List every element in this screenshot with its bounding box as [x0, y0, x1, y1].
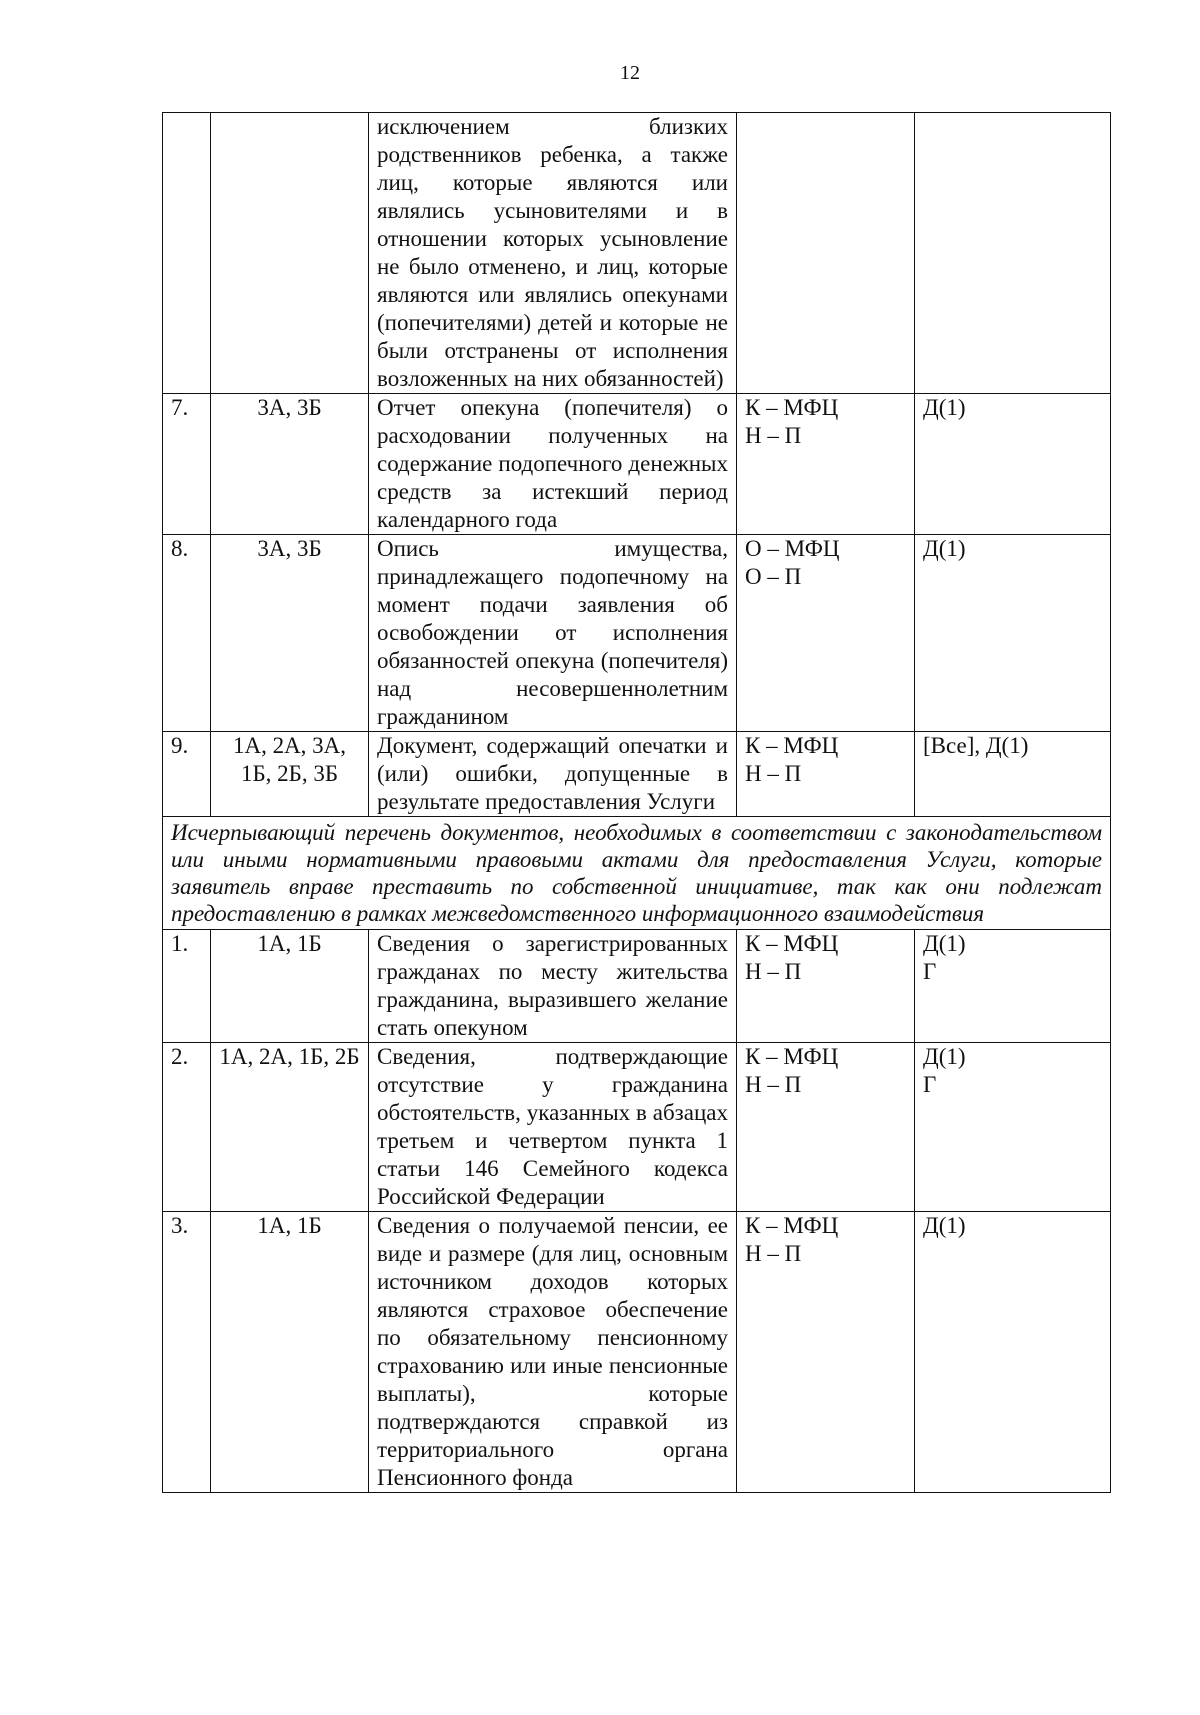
- document-description: Сведения о зарегистрированных гражданах по месту жительства гражданина, выразившего желание стать опекуном: [369, 930, 737, 1043]
- decision-line: Г: [923, 1072, 937, 1097]
- applicant-categories: 1А, 1Б: [211, 930, 369, 1043]
- row-number: 2.: [163, 1043, 211, 1212]
- decision-line: Д(1): [923, 536, 966, 561]
- table-row: [163, 1212, 1111, 1493]
- submission-method: [737, 535, 915, 732]
- document-description: Сведения о получаемой пенсии, ее виде и размере (для лиц, основным источником доходов которых являются страховое обеспечение по обязательному пенсионному страхованию или иные пенсионные выплаты), которые подтверждаются справкой из территориального органа Пенсионного фонда: [369, 1212, 737, 1493]
- submission-method: [737, 930, 915, 1043]
- categories-cell: [211, 113, 369, 394]
- documents-table: [162, 112, 1111, 1493]
- submission-line: К – МФЦ: [745, 395, 839, 420]
- decision-codes: [915, 1043, 1111, 1212]
- submission-line: К – МФЦ: [745, 733, 839, 758]
- document-description: Сведения, подтверждающие отсутствие у гражданина обстоятельств, указанных в абзацах третьем и четвертом пункта 1 статьи 146 Семейного кодекса Российской Федерации: [369, 1043, 737, 1212]
- applicant-categories: 1А, 2А, 3А, 1Б, 2Б, 3Б: [211, 732, 369, 817]
- applicant-categories: 1А, 2А, 1Б, 2Б: [211, 1043, 369, 1212]
- decision-cell: [915, 113, 1111, 394]
- submission-line: О – П: [745, 564, 802, 589]
- table-row: [163, 394, 1111, 535]
- submission-line: Н – П: [745, 959, 802, 984]
- description-cell: исключением близких родственников ребенка, а также лиц, которые являются или являлись усыновителями и в отношении которых усыновление не было отменено, и лиц, которые являются или являлись опекунами (попечителями) детей и которые не были отстранены от исполнения возложенных на них обязанностей): [369, 113, 737, 394]
- submission-line: Н – П: [745, 1072, 802, 1097]
- decision-codes: [915, 930, 1111, 1043]
- decision-line: Д(1): [923, 931, 966, 956]
- decision-line: Д(1): [923, 1044, 966, 1069]
- submission-line: К – МФЦ: [745, 1044, 839, 1069]
- section-header: Исчерпывающий перечень документов, необходимых в соответствии с законодательством или иными нормативными правовыми актами для предоставления Услуги, которые заявитель вправе преставить по собственной инициативе, так как они подлежат предоставлению в рамках межведомственного информационного взаимодействия: [163, 817, 1111, 930]
- row-number-cell: [163, 113, 211, 394]
- submission-line: Н – П: [745, 423, 802, 448]
- submission-line: К – МФЦ: [745, 931, 839, 956]
- applicant-categories: 3А, 3Б: [211, 394, 369, 535]
- submission-method: [737, 732, 915, 817]
- row-number: 8.: [163, 535, 211, 732]
- table-row: [163, 535, 1111, 732]
- decision-line: Д(1): [923, 1213, 966, 1238]
- row-number: 1.: [163, 930, 211, 1043]
- applicant-categories: 3А, 3Б: [211, 535, 369, 732]
- document-description: Отчет опекуна (попечителя) о расходовании полученных на содержание подопечного денежных средств за истекший период календарного года: [369, 394, 737, 535]
- submission-line: К – МФЦ: [745, 1213, 839, 1238]
- submission-cell: [737, 113, 915, 394]
- row-number: 7.: [163, 394, 211, 535]
- submission-method: [737, 394, 915, 535]
- decision-line: Д(1): [923, 395, 966, 420]
- table-row-continued: [163, 113, 1111, 394]
- row-number: 9.: [163, 732, 211, 817]
- decision-codes: [915, 535, 1111, 732]
- decision-codes: [915, 1212, 1111, 1493]
- decision-codes: [915, 732, 1111, 817]
- decision-line: [Все], Д(1): [923, 733, 1029, 758]
- decision-codes: [915, 394, 1111, 535]
- submission-line: О – МФЦ: [745, 536, 840, 561]
- document-description: Документ, содержащий опечатки и (или) ошибки, допущенные в результате предоставления Услуги: [369, 732, 737, 817]
- document-description: Опись имущества, принадлежащего подопечному на момент подачи заявления об освобождении от исполнения обязанностей опекуна (попечителя) над несовершеннолетним гражданином: [369, 535, 737, 732]
- table-row: [163, 1043, 1111, 1212]
- submission-line: Н – П: [745, 761, 802, 786]
- decision-line: Г: [923, 959, 937, 984]
- applicant-categories: 1А, 1Б: [211, 1212, 369, 1493]
- submission-method: [737, 1212, 915, 1493]
- table-row: [163, 930, 1111, 1043]
- submission-method: [737, 1043, 915, 1212]
- section-header-row: [163, 817, 1111, 930]
- page-number: 12: [620, 62, 640, 84]
- table-row: [163, 732, 1111, 817]
- submission-line: Н – П: [745, 1241, 802, 1266]
- row-number: 3.: [163, 1212, 211, 1493]
